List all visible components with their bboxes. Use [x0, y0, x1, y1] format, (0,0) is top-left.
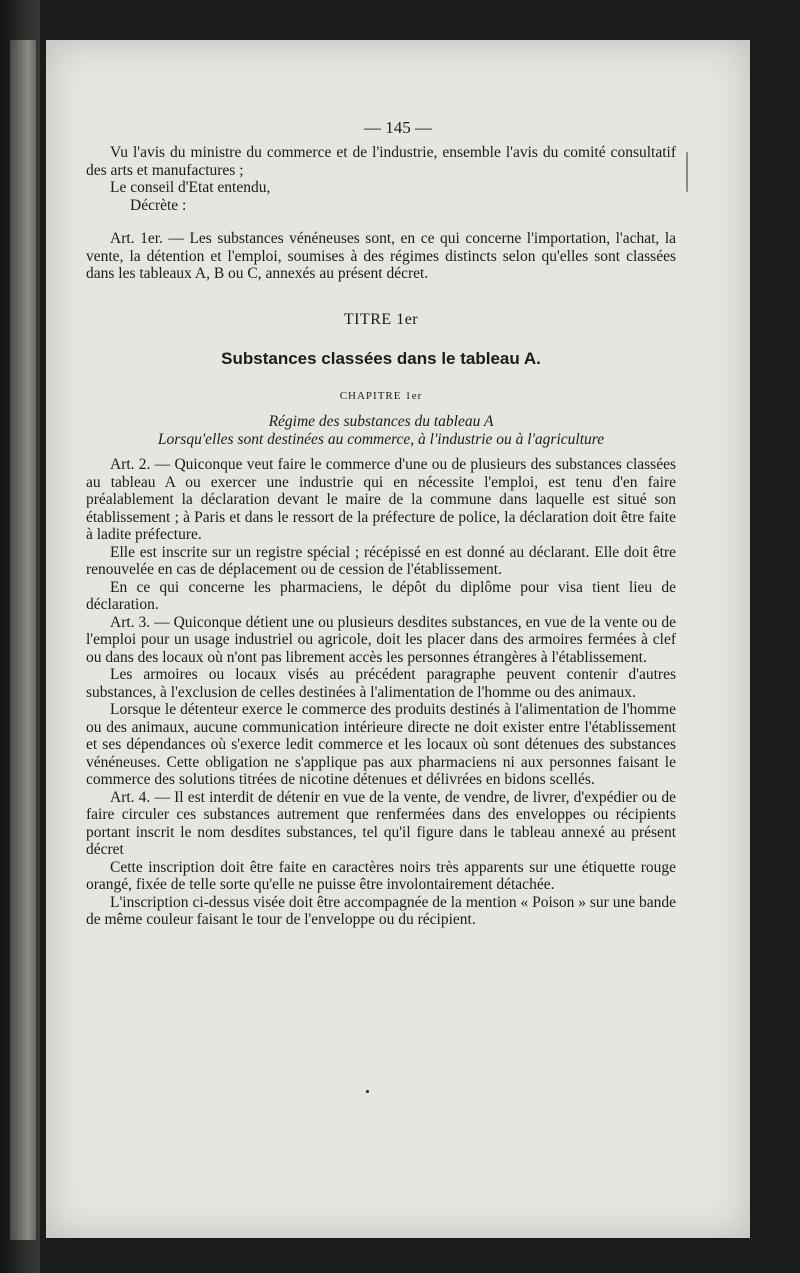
paragraph-inscription: Cette inscription doit être faite en caractères noirs très apparents sur une étiquette rouge orangé, fixée de telle sorte qu'elle ne puisse être involontairement détachée.: [86, 858, 676, 893]
page-body: [86, 144, 676, 929]
decrete-heading: Décrète :: [130, 196, 187, 214]
article-2: Art. 2. — Quiconque veut faire le commerce d'une ou de plusieurs des substances classées au tableau A ou exercer une industrie qui en nécessite l'emploi, est tenu d'en faire préalablement la déclaration devant le maire de la commune dans laquelle est situé son établissement ; à Paris et dans le ressort de la préfecture de police, la déclaration doit être faite à ladite préfecture.: [86, 456, 676, 543]
titre-heading: TITRE 1er: [343, 310, 419, 328]
paragraph-pharmaciens: En ce qui concerne les pharmaciens, le dépôt du diplôme pour visa tient lieu de déclaration.: [86, 578, 676, 613]
paper-speck: [686, 152, 688, 192]
article-4: Art. 4. — Il est interdit de détenir en vue de la vente, de vendre, de livrer, d'expédier ou de faire circuler ces substances autrement que renfermées dans des enveloppes ou récipients portant inscrit le nom desdites substances, tel qu'il figure dans le tableau annexé au présent décret: [86, 788, 676, 858]
paragraph-registre: Elle est inscrite sur un registre spécial ; récépissé en est donné au déclarant. Elle doit être renouvelée en cas de déplacement ou de cession de l'établissement.: [86, 543, 676, 578]
article-3: Art. 3. — Quiconque détient une ou plusieurs desdites substances, en vue de la vente ou de l'emploi pour un usage industriel ou agricole, doit les placer dans des armoires fermées à clef ou dans des locaux où n'ont pas librement accès les personnes étrangères à l'établissement.: [86, 613, 676, 666]
preamble-line-1: Vu l'avis du ministre du commerce et de l'industrie, ensemble l'avis du comité consultatif des arts et manufactures ;: [86, 144, 676, 179]
article-1: Art. 1er. — Les substances vénéneuses sont, en ce qui concerne l'importation, l'achat, la vente, la détention et l'emploi, soumises à des régimes distincts selon qu'elles sont classées dans les tableaux A, B ou C, annexés au présent décret.: [86, 230, 676, 282]
page-number: — 145 —: [364, 118, 432, 137]
regime-line-2: Lorsqu'elles sont destinées au commerce, à l'industrie ou à l'agriculture: [157, 430, 605, 448]
paragraph-detenteur: Lorsque le détenteur exerce le commerce des produits destinés à l'alimentation de l'homme ou des animaux, aucune communication intérieure directe ne doit exister entre l'établissement et ses dépendances où s'exerce ledit commerce et les locaux où sont détenues des substances vénéneuses. Cette obligation ne s'applique pas aux pharmaciens ni aux personnes faisant le commerce des solutions titrées de nicotine détenues et délivrées en bidons scellés.: [86, 701, 676, 788]
section-title: Substances classées dans le tableau A.: [221, 349, 541, 368]
preamble-line-2: Le conseil d'Etat entendu,: [110, 179, 271, 196]
document-page: [46, 40, 750, 1238]
paragraph-armoires: Les armoires ou locaux visés au précédent paragraphe peuvent contenir d'autres substances, à l'exclusion de celles destinées à l'alimentation de l'homme ou des animaux.: [86, 666, 676, 701]
paper-speck: [366, 1090, 369, 1093]
paragraph-poison: L'inscription ci-dessus visée doit être accompagnée de la mention « Poison » sur une bande de même couleur faisant le tour de l'enveloppe ou du récipient.: [86, 893, 676, 928]
chapitre-heading: CHAPITRE 1er: [339, 389, 423, 402]
regime-line-1: Régime des substances du tableau A: [268, 413, 494, 430]
facing-page-sliver: [10, 40, 36, 1240]
